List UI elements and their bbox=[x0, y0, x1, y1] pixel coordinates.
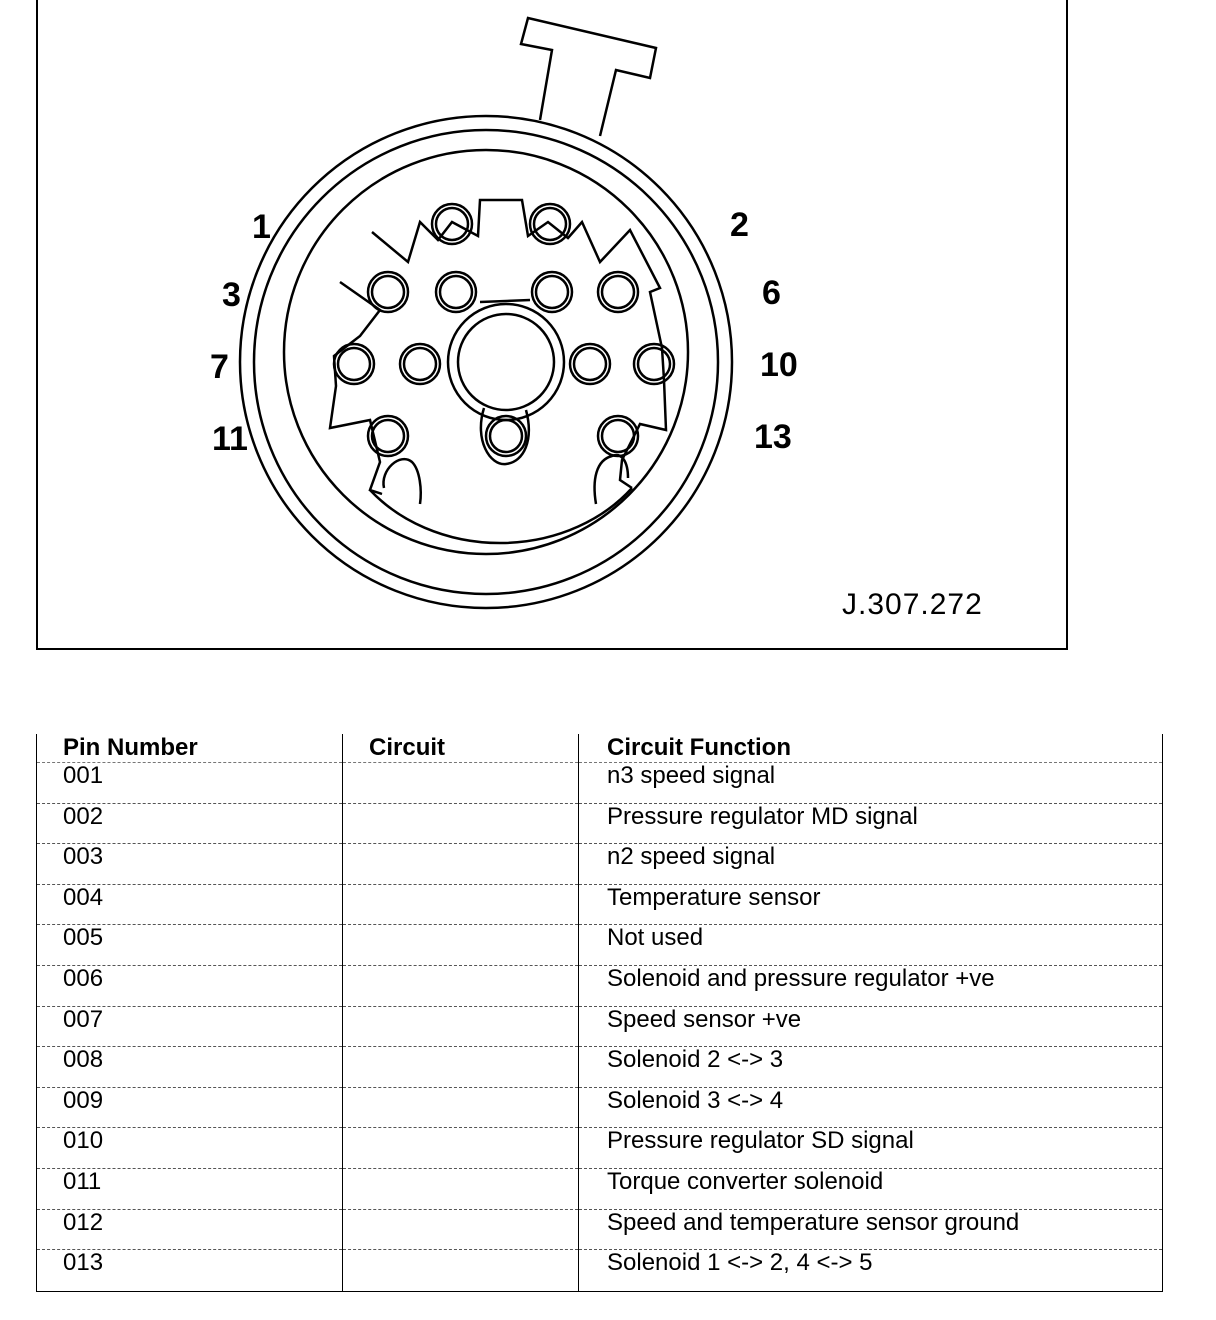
pin-number-cell: 009 bbox=[37, 1087, 343, 1128]
circuit-function-cell: Pressure regulator SD signal bbox=[579, 1128, 1163, 1169]
table-row bbox=[37, 1047, 1163, 1088]
table-row bbox=[37, 1250, 1163, 1292]
circuit-cell bbox=[343, 1047, 579, 1088]
pin-socket bbox=[638, 348, 670, 380]
circuit-cell bbox=[343, 763, 579, 804]
pin-number-cell: 005 bbox=[37, 925, 343, 966]
table-row bbox=[37, 1006, 1163, 1047]
connector-inner-arc bbox=[370, 488, 632, 543]
table-row bbox=[37, 1168, 1163, 1209]
table-row bbox=[37, 965, 1163, 1006]
pin-label-11: 11 bbox=[212, 420, 248, 458]
connector-locking-tab bbox=[521, 18, 656, 136]
circuit-cell bbox=[343, 1087, 579, 1128]
pin-label-10: 10 bbox=[760, 346, 798, 384]
circuit-cell bbox=[343, 884, 579, 925]
circuit-cell bbox=[343, 803, 579, 844]
pin-label-13: 13 bbox=[754, 418, 792, 456]
pin-socket bbox=[372, 276, 404, 308]
circuit-function-cell: Speed sensor +ve bbox=[579, 1006, 1163, 1047]
circuit-function-cell: Torque converter solenoid bbox=[579, 1168, 1163, 1209]
circuit-cell bbox=[343, 1250, 579, 1292]
pin-socket bbox=[440, 276, 472, 308]
circuit-function-cell: Speed and temperature sensor ground bbox=[579, 1209, 1163, 1250]
pin-label-2: 2 bbox=[730, 206, 749, 244]
table-row bbox=[37, 1209, 1163, 1250]
pin-function-table bbox=[36, 734, 1163, 1292]
circuit-function-cell: Solenoid 3 <-> 4 bbox=[579, 1087, 1163, 1128]
header-circuit-function: Circuit Function bbox=[579, 734, 1163, 763]
pin-number-cell: 008 bbox=[37, 1047, 343, 1088]
figure-reference: J.307.272 bbox=[842, 588, 983, 621]
table-row bbox=[37, 763, 1163, 804]
connector-outer-ring bbox=[240, 116, 732, 608]
circuit-cell bbox=[343, 965, 579, 1006]
circuit-function-cell: Pressure regulator MD signal bbox=[579, 803, 1163, 844]
circuit-cell bbox=[343, 1006, 579, 1047]
circuit-cell bbox=[343, 925, 579, 966]
pin-number-cell: 004 bbox=[37, 884, 343, 925]
pin-socket bbox=[536, 276, 568, 308]
pin-socket bbox=[404, 348, 436, 380]
pin-socket bbox=[602, 276, 634, 308]
connector-center-boss bbox=[458, 314, 554, 410]
pin-label-1: 1 bbox=[252, 208, 271, 246]
table-row bbox=[37, 1087, 1163, 1128]
pin-number-cell: 012 bbox=[37, 1209, 343, 1250]
circuit-function-cell: Solenoid and pressure regulator +ve bbox=[579, 965, 1163, 1006]
pin-number-cell: 010 bbox=[37, 1128, 343, 1169]
header-pin-number: Pin Number bbox=[37, 734, 343, 763]
table-row bbox=[37, 925, 1163, 966]
circuit-function-cell: n2 speed signal bbox=[579, 844, 1163, 885]
table-row bbox=[37, 884, 1163, 925]
circuit-function-cell: Solenoid 2 <-> 3 bbox=[579, 1047, 1163, 1088]
header-circuit: Circuit bbox=[343, 734, 579, 763]
pin-number-cell: 011 bbox=[37, 1168, 343, 1209]
pin-number-cell: 007 bbox=[37, 1006, 343, 1047]
pin-number-cell: 001 bbox=[37, 763, 343, 804]
pin-label-7: 7 bbox=[210, 348, 229, 386]
table-row bbox=[37, 844, 1163, 885]
connector-center-hub bbox=[448, 304, 564, 420]
pin-number-cell: 003 bbox=[37, 844, 343, 885]
pin-socket bbox=[574, 348, 606, 380]
circuit-function-cell: Not used bbox=[579, 925, 1163, 966]
circuit-cell bbox=[343, 844, 579, 885]
pin-socket bbox=[490, 420, 522, 452]
circuit-cell bbox=[343, 1168, 579, 1209]
pin-socket bbox=[602, 420, 634, 452]
circuit-cell bbox=[343, 1209, 579, 1250]
pin-number-cell: 006 bbox=[37, 965, 343, 1006]
pin-label-3: 3 bbox=[222, 276, 241, 314]
pin-socket bbox=[372, 420, 404, 452]
table-row bbox=[37, 803, 1163, 844]
circuit-cell bbox=[343, 1128, 579, 1169]
circuit-function-cell: Temperature sensor bbox=[579, 884, 1163, 925]
pin-socket bbox=[338, 348, 370, 380]
table-header-row bbox=[37, 734, 1163, 763]
pin-number-cell: 002 bbox=[37, 803, 343, 844]
pin-label-6: 6 bbox=[762, 274, 781, 312]
table-row bbox=[37, 1128, 1163, 1169]
circuit-function-cell: Solenoid 1 <-> 2, 4 <-> 5 bbox=[579, 1250, 1163, 1292]
pin-number-cell: 013 bbox=[37, 1250, 343, 1292]
connector-latch-left bbox=[383, 459, 420, 504]
circuit-function-cell: n3 speed signal bbox=[579, 763, 1163, 804]
